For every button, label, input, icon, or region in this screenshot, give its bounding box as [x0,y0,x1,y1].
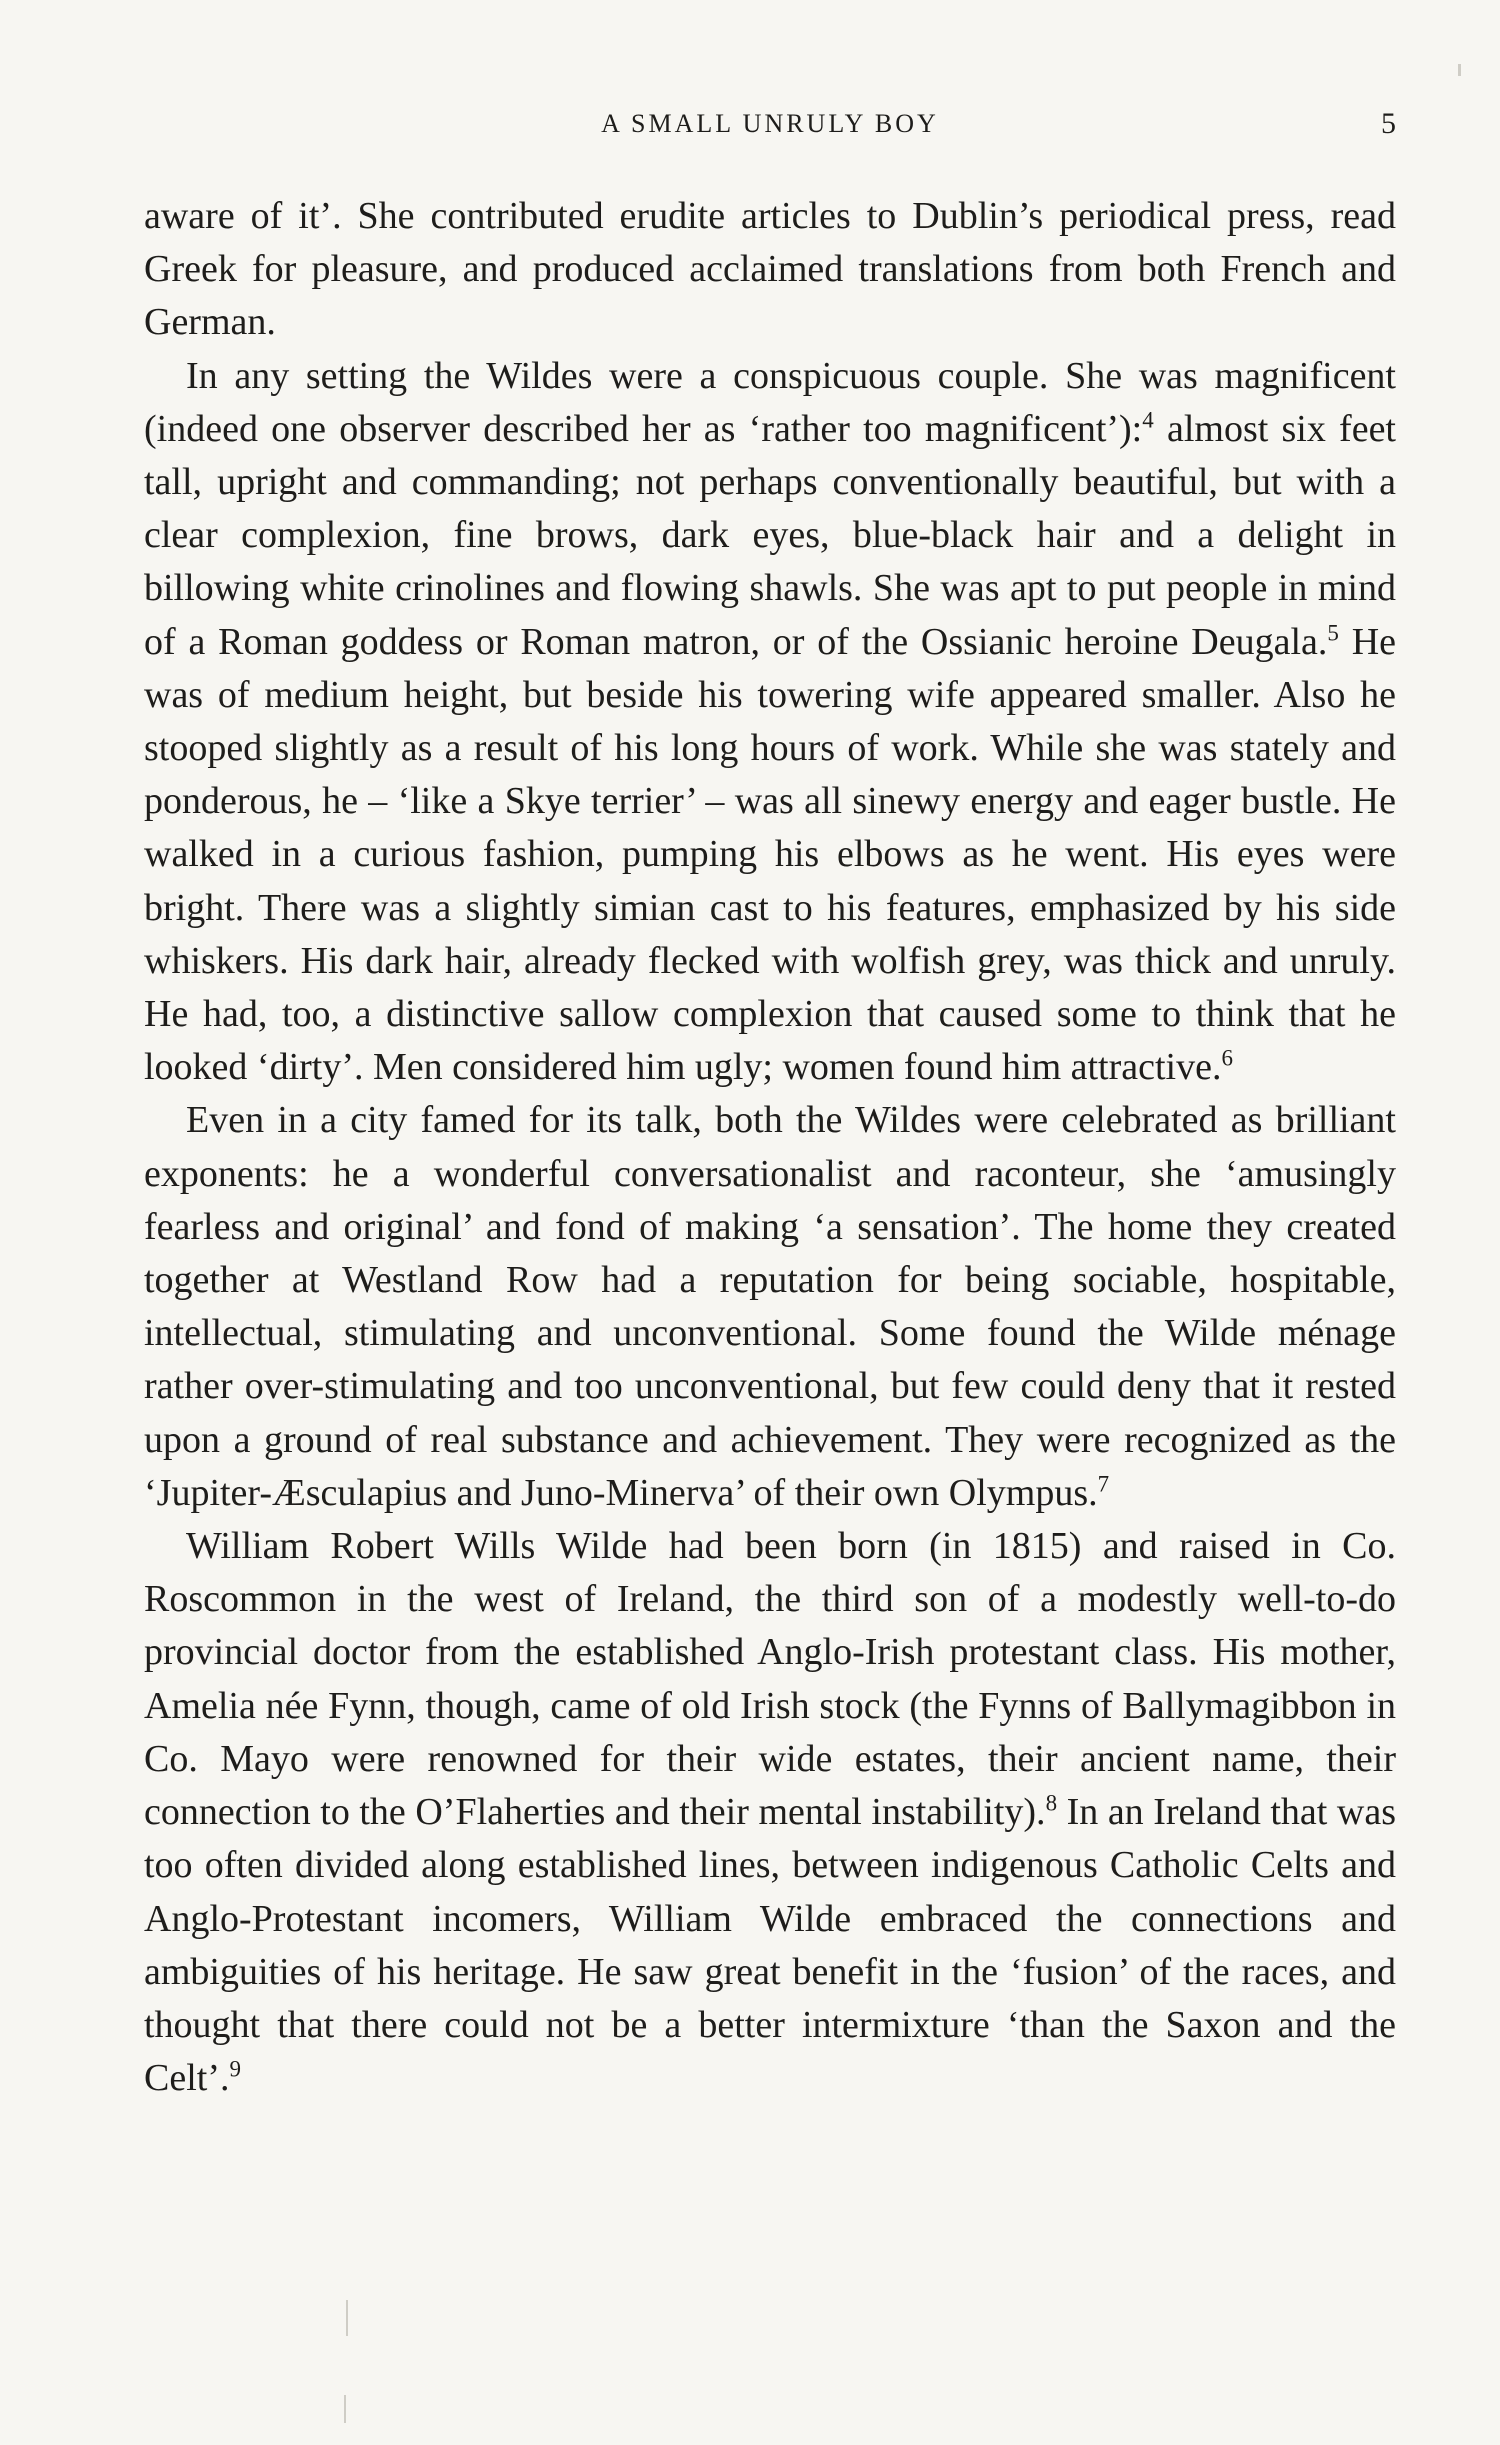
footnote-ref-4[interactable]: 4 [1142,407,1154,433]
footnote-ref-6[interactable]: 6 [1221,1045,1233,1071]
scan-artifact-mark [1458,64,1461,76]
scan-artifact-mark [346,2300,348,2336]
paragraph-4 [144,1520,1396,2105]
paragraph-2-text-a: In any setting the Wildes were a conspicuous couple. She was magnificent (indeed one observer described her as ‘rather too magnificent’): [144,354,1396,450]
page-number: 5 [1381,107,1396,140]
paragraph-4-text-a: William Robert Wills Wilde had been born (in 1815) and raised in Co. Roscommon in the west of Ireland, the third son of a modestly well-to-do provincial doctor from the established Anglo-Irish protestant class. His mother, Amelia née Fynn, though, came of old Irish stock (the Fynns of Ballymagibbon in Co. Mayo were renowned for their wide estates, their ancient name, their connection to the O’Flaherties and their mental instability). [144,1525,1396,1834]
paragraph-4-text-b: In an Ireland that was too often divided along established lines, between indigenous Catholic Celts and Anglo-Protestant incomers, William Wilde embraced the connections and ambiguities of his heritage. He saw great benefit in the ‘fusion’ of the races, and thought that there could not be a better intermixture ‘than the Saxon and the Celt’. [144,1791,1397,2100]
paragraph-3-text: Even in a city famed for its talk, both the Wildes were celebrated as brilliant exponents: he a wonderful conversationalist and raconteur, she ‘amusingly fearless and original’ and fond of making ‘a sensation’. The home they created together at Westland Row had a reputation for being sociable, hospitable, intellectual, stimulating and unconventional. Some found the Wilde ménage rather over-stimulating and too unconventional, but few could deny that it rested upon a ground of real substance and achievement. They were recognized as the ‘Jupiter-Æsculapius and Juno-Minerva’ of their own Olympus. [144,1099,1396,1514]
paragraph-2-text-c: He was of medium height, but beside his towering wife appeared smaller. Also he stooped slightly as a result of his long hours of work. While she was stately and ponderous, he – ‘like a Skye terrier’ – was all sinewy energy and eager bustle. He walked in a curious fashion, pumping his elbows as he went. His eyes were bright. There was a slightly simian cast to his features, emphasized by his side whiskers. His dark hair, already flecked with wolfish grey, was thick and unruly. He had, too, a distinctive sallow complexion that caused some to think that he looked ‘dirty’. Men considered him ugly; women found him attractive. [144,620,1397,1089]
footnote-ref-7[interactable]: 7 [1097,1471,1110,1497]
paragraph-3 [144,1094,1396,1520]
footnote-ref-9[interactable]: 9 [229,2056,241,2082]
paragraph-1-text: aware of it’. She contributed erudite articles to Dublin’s periodical press, read Greek for pleasure, and produced acclaimed translations from both French and German. [144,195,1396,344]
scan-artifact-mark [344,2395,346,2423]
paragraph-2-text-b: almost six feet tall, upright and commanding; not perhaps conventionally beautiful, but with a clear complexion, fine brows, dark eyes, blue-black hair and a delight in billowing white crinolines and flowing shawls. She was apt to put people in mind of a Roman goddess or Roman matron, or of the Ossianic heroine Deugala. [144,407,1396,663]
paragraph-1 [144,190,1396,350]
footnote-ref-8[interactable]: 8 [1045,1790,1058,1816]
running-title: A SMALL UNRULY BOY [601,109,939,138]
running-head [144,104,1396,144]
paragraph-2 [144,350,1396,1095]
body-text [144,190,1396,2105]
footnote-ref-5[interactable]: 5 [1327,619,1339,645]
